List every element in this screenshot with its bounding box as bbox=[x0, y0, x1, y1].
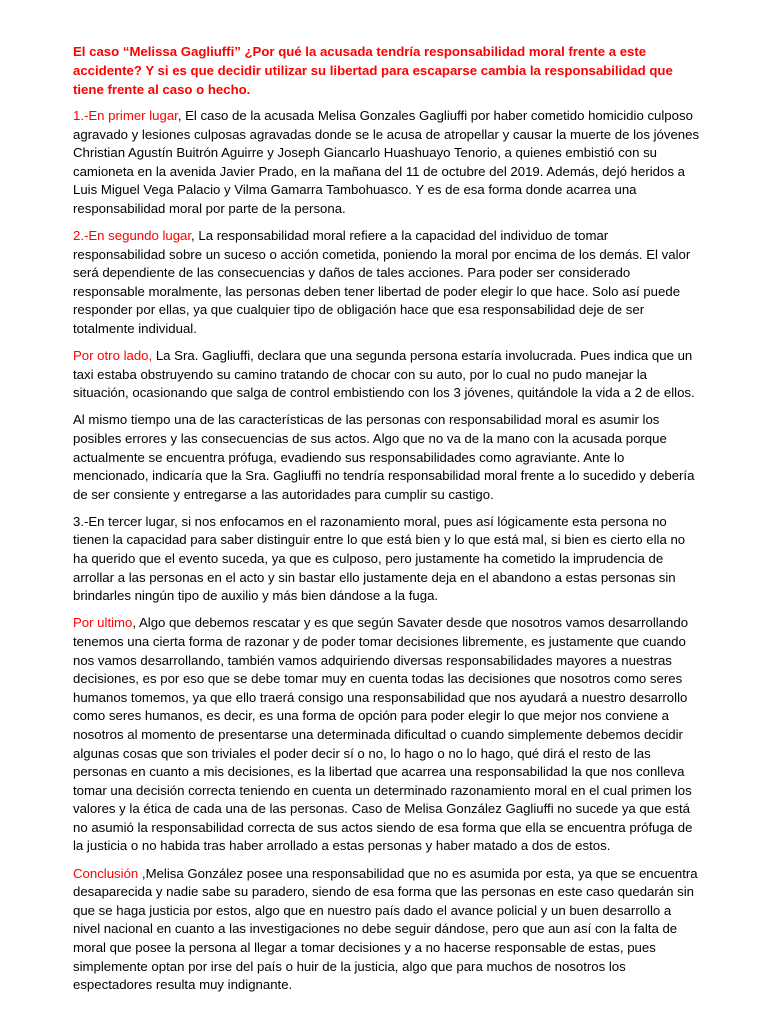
paragraph-lead: 2.-En segundo lugar bbox=[73, 228, 192, 244]
paragraph-otro-lado bbox=[73, 347, 701, 403]
paragraph-lead: Conclusión bbox=[73, 865, 139, 881]
paragraph-lead: 1.-En primer lugar bbox=[73, 108, 178, 123]
paragraph-body: Al mismo tiempo una de las características de las personas con responsabilidad moral es asumir los posibles errores y las consecuencias de sus actos. Algo que no va de la mano con la acusada porque actualmente se encuentra prófuga, evadiendo sus responsabilidades como agraviante. Ante lo mencionado, indicaría que la Sra. Gagliuffi no tendría responsabilidad moral frente a lo sucedido y debería de ser consiente y entregarse a las autoridades para cumplir su castigo. bbox=[73, 412, 695, 502]
paragraph-primer-lugar bbox=[73, 107, 701, 219]
paragraph-conclusion bbox=[73, 865, 701, 995]
paragraph-body: La Sra. Gagliuffi, declara que una segunda persona estaría involucrada. Pues indica que un taxi estaba obstruyendo su camino tratando de chocar con su auto, por lo cual no pudo manejar la situación, ocasionando que salga de control embistiendo con los 3 jóvenes, quitándole la vida a 2 de ellos. bbox=[73, 348, 695, 401]
document-title: El caso “Melissa Gagliuffi” ¿Por qué la acusada tendría responsabilidad moral frente a este accidente? Y si es que decidir utilizar su libertad para escaparse cambia la responsabilidad que tiene frente al caso o hecho. bbox=[73, 44, 673, 97]
paragraph-mismo-tiempo bbox=[73, 411, 701, 504]
paragraph-lead: Por ultimo bbox=[73, 615, 133, 631]
paragraph-body: , Algo que debemos rescatar y es que según Savater desde que nosotros vamos desarrollando tenemos una cierta forma de razonar y de poder tomar decisiones libremente, es justamente que cuando nos vamos desarrollando, también vamos adquiriendo diversas responsabilidades mayores a nuestras decisiones, es por eso que se debe tomar muy en cuenta todas las decisiones que nosotros como seres humanos tomemos, ya que ello traerá consigo una responsabilidad que nos ayudará a nuestro desarrollo como seres humanos, es decir, es una forma de opción para poder elegir lo que mejor nos conviene a nosotros al momento de presentarse una determinada dificultad o cuando simplemente debemos decidir algunas cosas que son triviales el poder decir sí o no, lo hago o no lo hago, qué dirá el resto de las personas en cuanto a mis decisiones, es la libertad que acarrea una responsabilidad la que nos conlleva tomar una decisión correcta teniendo en cuenta un determinado razonamiento moral en el cual primen los valores y la ética de cada una de las personas. Caso de Melisa González Gagliuffi no sucede ya que está no asumió la responsabilidad correcta de sus actos siendo de esa forma que ella se encuentra prófuga de la justicia o no habida tras haber arrollado a estas personas y haber matado a dos de estos. bbox=[73, 615, 693, 854]
paragraph-por-ultimo bbox=[73, 614, 701, 856]
paragraph-lead: Por otro lado, bbox=[73, 348, 153, 364]
paragraph-body: 3.-En tercer lugar, si nos enfocamos en el razonamiento moral, pues así lógicamente esta persona no tienen la capacidad para saber distinguir entre lo que está bien y lo que está mal, si bien es cierto ella no ha querido que el evento suceda, ya que es culposo, pero justamente ha cometido la imprudencia de arrollar a las personas en el acto y sin bastar ello justamente deja en el abandono a estas personas sin brindarles ningún tipo de auxilio y más bien dándose a la fuga. bbox=[73, 513, 686, 604]
document-page bbox=[73, 42, 701, 1003]
paragraph-tercer-lugar bbox=[73, 513, 701, 606]
paragraph-body: , La responsabilidad moral refiere a la capacidad del individuo de tomar responsabilidad sobre un suceso o acción cometida, poniendo la moral por encima de los demás. El valor será dependiente de las consecuencias y daños de tales acciones. Para poder ser considerado responsable moralmente, las personas deben tener libertad de poder elegir lo que hace. Solo así puede responder por ellas, ya que cualquier tipo de obligación hace que esa responsabilidad deje de ser totalmente individual. bbox=[73, 228, 691, 337]
paragraph-segundo-lugar bbox=[73, 227, 701, 339]
paragraph-body: ,Melisa González posee una responsabilidad que no es asumida por esta, ya que se encuentra desaparecida y nadie sabe su paradero, siendo de esa forma que las personas en este caso quedarán sin que se haga justicia por estos, algo que en nuestro país dado el avance policial y un buen desarrollo a nivel nacional en cuanto a las investigaciones no debe seguir dándose, pero que aun así con la falta de moral que posee la persona al llegar a tomar decisiones y a no hacerse responsable de estas, pues simplemente optan por irse del país o huir de la justicia, algo que para muchos de nosotros los espectadores resulta muy indignante. bbox=[73, 865, 698, 993]
paragraph-body: , El caso de la acusada Melisa Gonzales Gagliuffi por haber cometido homicidio culposo agravado y lesiones culposas agravadas donde se le acusa de atropellar y causar la muerte de los jóvenes Christian Agustín Buitrón Aguirre y Joseph Giancarlo Huashuayo Tenorio, a quienes embistió con su camioneta en la avenida Javier Prado, en la mañana del 11 de octubre del 2019. Además, dejó heridos a Luis Miguel Vega Palacio y Vilma Gamarra Tambohuasco. Y es de esa forma donde acarrea una responsabilidad moral por parte de la persona. bbox=[73, 108, 700, 216]
